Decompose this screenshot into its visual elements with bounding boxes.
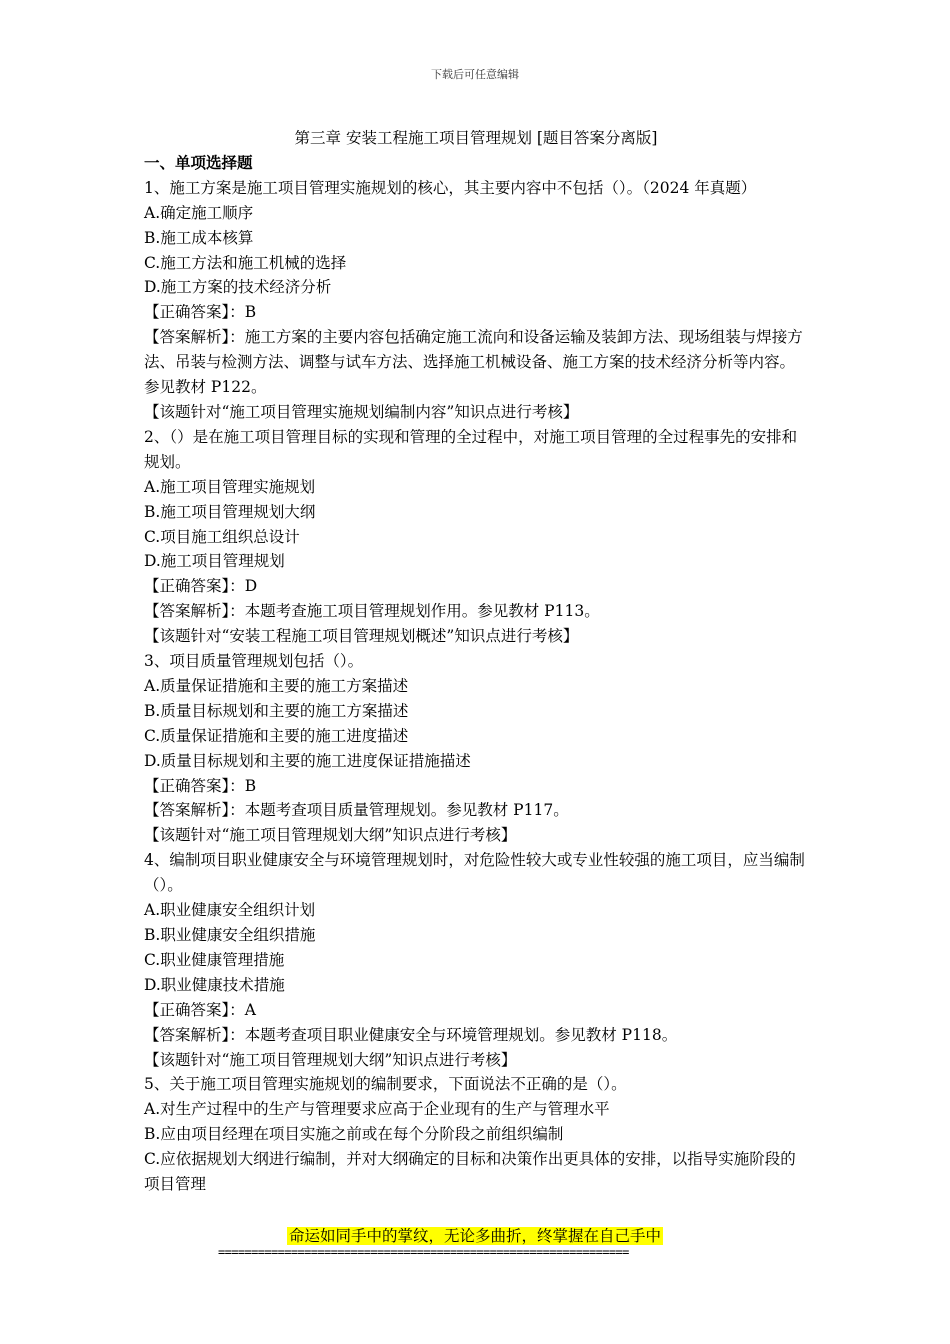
document-line: 【答案解析】：本题考查项目职业健康安全与环境管理规划。参见教材 P118。 <box>144 1025 678 1044</box>
document-line: D.施工项目管理规划 <box>144 552 285 571</box>
document-body <box>144 126 808 1197</box>
document-line: D.施工方案的技术经济分析 <box>144 278 332 297</box>
document-line: 【该题针对“施工项目管理规划大纲”知识点进行考核】 <box>144 826 517 845</box>
document-line: 【正确答案】：A <box>144 1000 256 1019</box>
document-line: 4、编制项目职业健康安全与环境管理规划时，对危险性较大或专业性较强的施工项目，应当编制（）。 <box>144 851 805 895</box>
document-line: 3、项目质量管理规划包括（）。 <box>144 652 364 671</box>
document-line: C.质量保证措施和主要的施工进度描述 <box>144 726 409 745</box>
document-line: B.施工项目管理规划大纲 <box>144 502 316 521</box>
footer-motto-text: 命运如同手中的掌纹，无论多曲折，终掌握在自己手中 <box>288 1227 661 1245</box>
document-line: 【正确答案】：B <box>144 776 257 795</box>
document-line: A.对生产过程中的生产与管理要求应高于企业现有的生产与管理水平 <box>144 1100 610 1119</box>
document-line: 【正确答案】：D <box>144 577 258 596</box>
section-heading: 一、单项选择题 <box>144 152 253 172</box>
document-line: A.确定施工顺序 <box>144 203 254 222</box>
document-line: A.质量保证措施和主要的施工方案描述 <box>144 676 409 695</box>
document-line: 【答案解析】：本题考查施工项目管理规划作用。参见教材 P113。 <box>144 602 600 621</box>
document-line: 5、关于施工项目管理实施规划的编制要求，下面说法不正确的是（）。 <box>144 1075 627 1094</box>
document-line: 【该题针对“施工项目管理规划大纲”知识点进行考核】 <box>144 1050 517 1069</box>
document-line: D.质量目标规划和主要的施工进度保证措施描述 <box>144 751 471 770</box>
header-note: 下载后可任意编辑 <box>431 68 519 81</box>
document-line: 1、施工方案是施工项目管理实施规划的核心，其主要内容中不包括（）。（2024 年真题） <box>144 178 757 197</box>
document-line: B.职业健康安全组织措施 <box>144 926 316 944</box>
document-line: B.施工成本核算 <box>144 228 254 247</box>
document-line: 2、（）是在施工项目管理目标的实现和管理的全过程中，对施工项目管理的全过程事先的安排和规划。 <box>144 427 798 471</box>
footer-motto <box>0 1226 950 1246</box>
document-line: 【正确答案】：B <box>144 303 257 322</box>
question-list <box>144 176 808 1197</box>
footer-rule: ============================================================== <box>218 1245 629 1259</box>
document-line: 【该题针对“施工项目管理实施规划编制内容”知识点进行考核】 <box>144 402 579 421</box>
document-line: 【答案解析】：施工方案的主要内容包括确定施工流向和设备运输及装卸方法、现场组装与焊接方法、吊装与检测方法、调整与试车方法、选择施工机械设备、施工方案的技术经济分析等内容。参见教材 P122。 <box>144 328 803 397</box>
document-line: A.职业健康安全组织计划 <box>144 901 316 920</box>
document-line: C.项目施工组织总设计 <box>144 527 300 546</box>
document-line: 【答案解析】：本题考查项目质量管理规划。参见教材 P117。 <box>144 801 569 820</box>
document-line: B.质量目标规划和主要的施工方案描述 <box>144 701 409 720</box>
document-line: C.职业健康管理措施 <box>144 950 285 969</box>
document-line: C.施工方法和施工机械的选择 <box>144 253 347 272</box>
document-line: B.应由项目经理在项目实施之前或在每个分阶段之前组织编制 <box>144 1125 564 1144</box>
document-line: A.施工项目管理实施规划 <box>144 477 316 496</box>
document-title: 第三章 安装工程施工项目管理规划 [题目答案分离版] <box>294 129 658 147</box>
document-line: 【该题针对“安装工程施工项目管理规划概述”知识点进行考核】 <box>144 627 579 646</box>
document-line: C.应依据规划大纲进行编制，并对大纲确定的目标和决策作出更具体的安排，以指导实施阶段的项目管理 <box>144 1150 796 1194</box>
document-line: D.职业健康技术措施 <box>144 975 285 994</box>
